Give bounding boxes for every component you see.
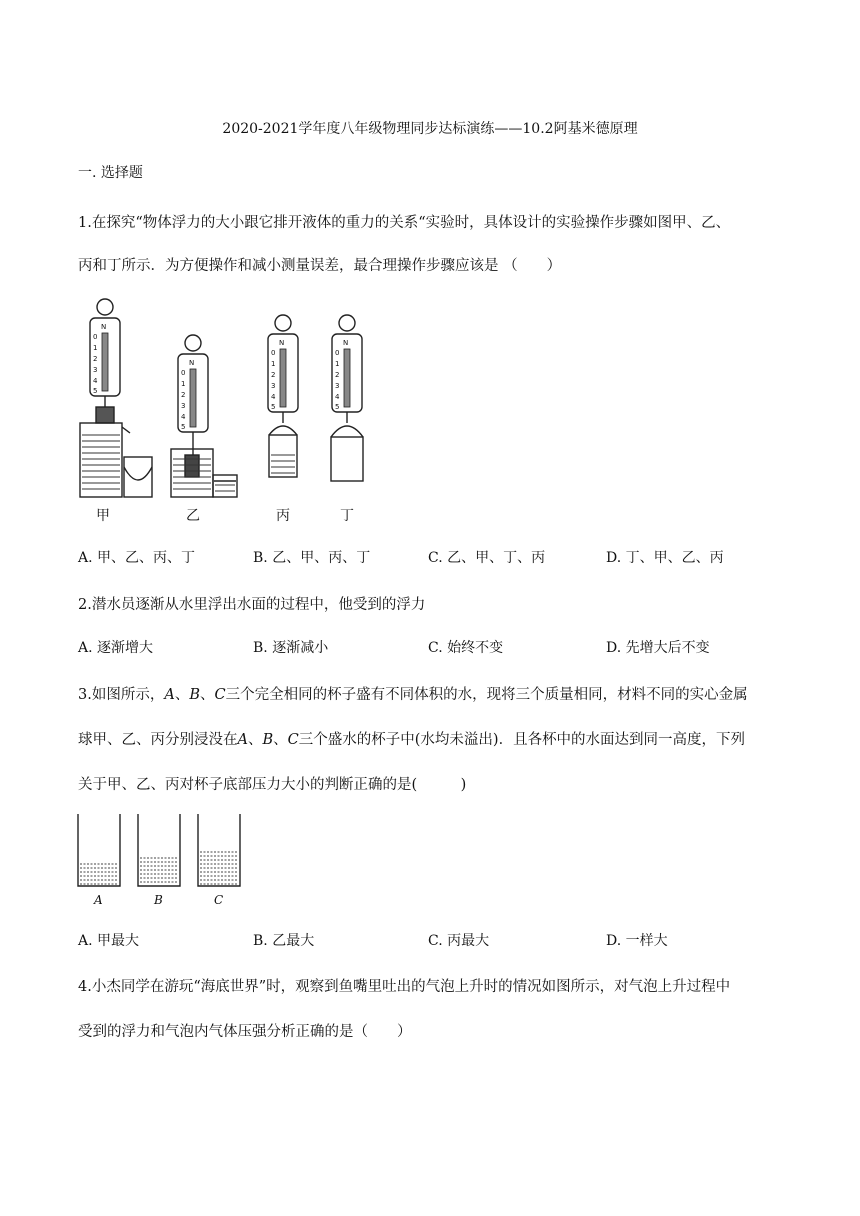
svg-text:4: 4: [271, 393, 276, 401]
cup-c: [198, 814, 240, 886]
q3-option-a[interactable]: A. 甲最大: [78, 933, 140, 949]
svg-text:0: 0: [335, 349, 340, 357]
page-title: 2020-2021学年度八年级物理同步达标演练——10.2阿基米德原理: [222, 121, 638, 137]
svg-text:3: 3: [271, 382, 276, 390]
question-1-line-2: 丙和丁所示．为方便操作和减小测量误差，最合理操作步骤应该是 （ ）: [78, 258, 562, 274]
scale-jia: [80, 299, 152, 497]
svg-text:3: 3: [93, 366, 98, 374]
svg-text:5: 5: [335, 403, 340, 411]
svg-text:4: 4: [335, 393, 340, 401]
q1-option-d[interactable]: D. 丁、甲、乙、丙: [606, 550, 724, 566]
svg-text:5: 5: [271, 403, 276, 411]
question-3-line-1: 3.如图所示，A、B、C三个完全相同的杯子盛有不同体积的水，现将三个质量相同，材料不同的实心金属: [78, 687, 748, 703]
q3-option-d[interactable]: D. 一样大: [606, 933, 668, 949]
cup-label-a: A: [94, 893, 103, 907]
q1-option-a[interactable]: A. 甲、乙、丙、丁: [78, 550, 196, 566]
q3-option-c[interactable]: C. 丙最大: [428, 933, 490, 949]
svg-text:3: 3: [335, 382, 340, 390]
svg-text:2: 2: [93, 355, 98, 363]
q2-option-c[interactable]: C. 始终不变: [428, 640, 504, 656]
cup-b: [138, 814, 180, 886]
q2-option-d[interactable]: D. 先增大后不变: [606, 640, 710, 656]
svg-text:2: 2: [335, 371, 340, 379]
spring-scale-figure: [76, 295, 376, 525]
question-4-line-1: 4.小杰同学在游玩“海底世界”时，观察到鱼嘴里吐出的气泡上升时的情况如图所示，对气泡上升过程中: [78, 979, 731, 995]
svg-text:4: 4: [181, 413, 186, 421]
figure-label-jia: 甲: [96, 508, 110, 524]
cups-figure: [76, 812, 246, 908]
section-heading: 一. 选择题: [78, 165, 143, 181]
svg-text:1: 1: [93, 344, 98, 352]
figure-label-bing: 丙: [276, 508, 290, 524]
svg-text:2: 2: [271, 371, 276, 379]
dial-mark-bing: N: [279, 339, 285, 347]
question-4-line-2: 受到的浮力和气泡内气体压强分析正确的是（ ）: [78, 1024, 412, 1040]
svg-text:5: 5: [181, 423, 186, 431]
svg-text:0: 0: [271, 349, 276, 357]
question-3-line-3: 关于甲、乙、丙对杯子底部压力大小的判断正确的是( ): [78, 777, 467, 793]
svg-text:2: 2: [181, 391, 186, 399]
q3-option-b[interactable]: B. 乙最大: [253, 933, 315, 949]
question-1-line-1: 1.在探究“物体浮力的大小跟它排开液体的重力的关系“实验时，具体设计的实验操作步骤如图甲、乙、: [78, 215, 731, 231]
figure-label-ding: 丁: [340, 508, 354, 524]
svg-text:1: 1: [335, 360, 340, 368]
svg-text:0: 0: [181, 369, 186, 377]
q1-option-b[interactable]: B. 乙、甲、丙、丁: [253, 550, 371, 566]
svg-text:3: 3: [181, 402, 186, 410]
q2-option-a[interactable]: A. 逐渐增大: [78, 640, 154, 656]
question-2-line-1: 2.潜水员逐渐从水里浮出水面的过程中，他受到的浮力: [78, 597, 426, 613]
svg-text:1: 1: [271, 360, 276, 368]
cup-label-b: B: [154, 893, 163, 907]
question-3-line-2: 球甲、乙、丙分别浸没在A、B、C三个盛水的杯子中(水均未溢出)．且各杯中的水面达到同一高度，下列: [78, 732, 746, 748]
dial-mark-yi: N: [189, 359, 195, 367]
dial-mark-jia: N: [101, 323, 107, 331]
svg-text:1: 1: [181, 380, 186, 388]
q1-option-c[interactable]: C. 乙、甲、丁、丙: [428, 550, 546, 566]
cup-label-c: C: [214, 893, 224, 907]
figure-label-yi: 乙: [186, 508, 200, 524]
dial-mark-ding: N: [343, 339, 349, 347]
cup-a: [78, 814, 120, 886]
svg-text:4: 4: [93, 377, 98, 385]
svg-text:0: 0: [93, 333, 98, 341]
svg-text:5: 5: [93, 387, 98, 395]
q2-option-b[interactable]: B. 逐渐减小: [253, 640, 329, 656]
